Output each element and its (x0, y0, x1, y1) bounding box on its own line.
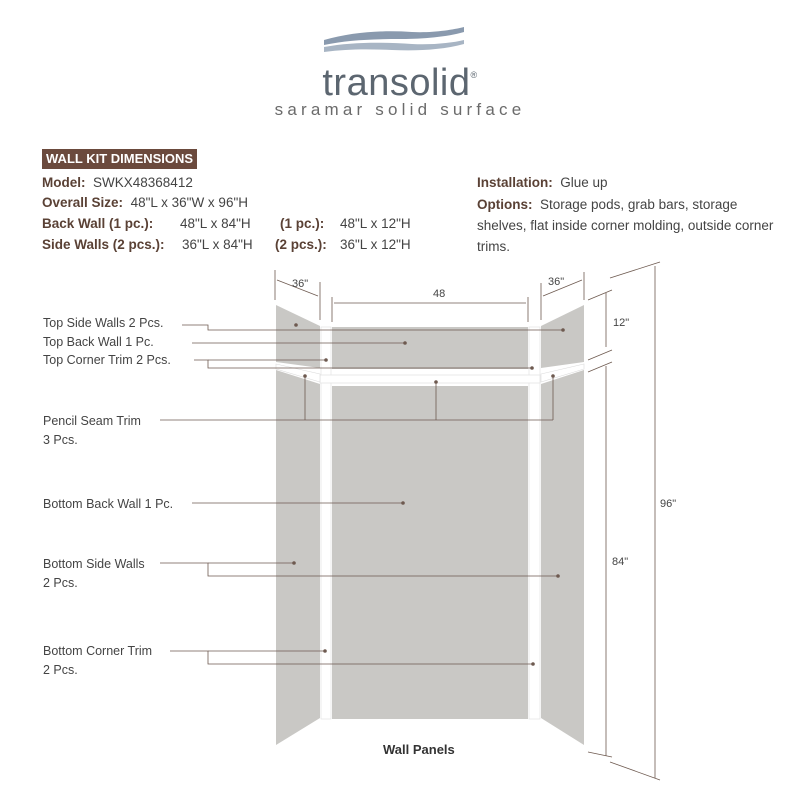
spec-options: Options: Storage pods, grab bars, storage shelves, flat inside corner molding, outside corner trims. (477, 197, 774, 254)
dim-bottom-height: 84" (612, 556, 629, 568)
label-top-corner-trim: Top Corner Trim 2 Pcs. (43, 353, 171, 367)
spec-back-wall-top: (1 pc.): (280, 216, 325, 231)
top-left-side-panel (276, 305, 320, 368)
dim-back-width: 48 (433, 288, 446, 300)
label-top-back-wall: Top Back Wall 1 Pc. (43, 335, 154, 349)
bottom-back-wall-panel (332, 386, 528, 719)
spec-installation: Installation: Glue up (477, 175, 608, 190)
label-bottom-side-walls: Bottom Side Walls (43, 557, 145, 571)
brand-name: transolid® (322, 62, 478, 104)
top-back-wall-panel (332, 327, 528, 369)
label-bottom-back-wall: Bottom Back Wall 1 Pc. (43, 497, 174, 511)
spec-back-wall: Back Wall (1 pc.): (42, 216, 154, 231)
left-corner-trim (321, 327, 331, 719)
dim-total-height: 96" (660, 498, 677, 510)
spec-side-walls: Side Walls (2 pcs.): (42, 237, 165, 252)
section-title: WALL KIT DIMENSIONS (42, 149, 197, 169)
spec-back-wall-value: 48"L x 84"H (180, 216, 251, 231)
label-bottom-side-walls-count: 2 Pcs. (43, 576, 78, 590)
spec-side-walls-value: 36"L x 84"H (182, 237, 253, 252)
top-right-side-panel (541, 305, 584, 368)
label-top-side-walls: Top Side Walls 2 Pcs. (43, 316, 164, 330)
bottom-left-side-panel (276, 370, 320, 745)
bottom-right-side-panel (541, 370, 584, 745)
diagram-caption: Wall Panels (383, 742, 455, 757)
spec-overall-size: Overall Size: 48"L x 36"W x 96"H (42, 195, 248, 210)
spec-back-wall-top-value: 48"L x 12"H (340, 216, 411, 231)
spec-side-walls-top-value: 36"L x 12"H (340, 237, 411, 252)
dim-top-height: 12" (613, 317, 630, 329)
dim-left-width: 36" (292, 278, 309, 290)
label-pencil-seam-trim: Pencil Seam Trim (43, 414, 141, 428)
right-corner-trim (529, 327, 540, 719)
spec-model: Model: SWKX48368412 (42, 175, 193, 190)
brand-tagline: saramar solid surface (274, 100, 526, 119)
registered-mark: ® (470, 70, 478, 80)
label-bottom-corner-trim: Bottom Corner Trim (43, 644, 153, 658)
label-pencil-seam-trim-count: 3 Pcs. (43, 433, 78, 447)
label-bottom-corner-trim-count: 2 Pcs. (43, 663, 78, 677)
dim-right-width: 36" (548, 276, 565, 288)
spec-side-walls-top: (2 pcs.): (275, 237, 327, 252)
back-pencil-seam-trim (320, 375, 540, 383)
